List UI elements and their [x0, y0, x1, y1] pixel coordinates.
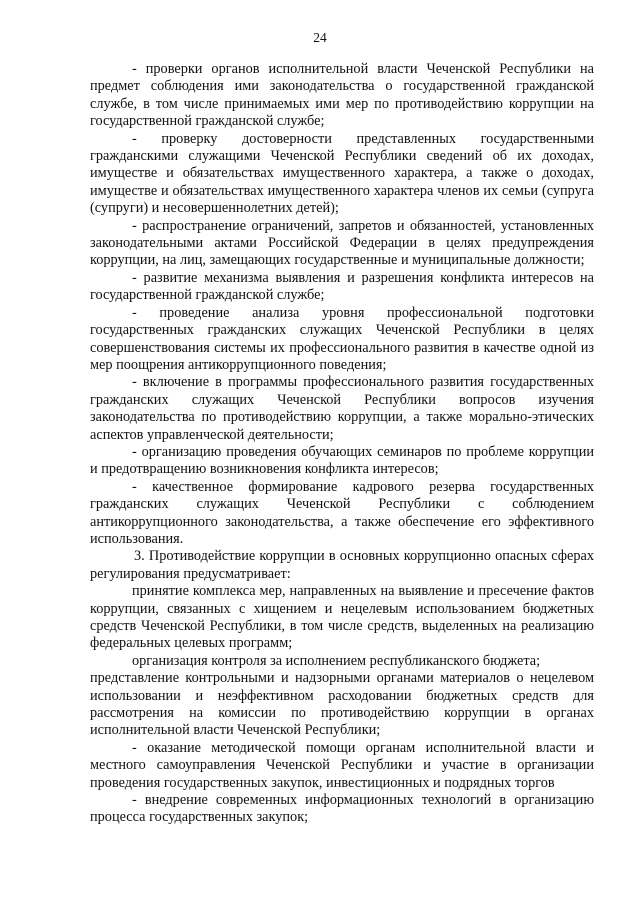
paragraph-programs: - включение в программы профессионального развития государственных гражданских служащих Чеченской Республики вопросов изучения законодательства по противодействию коррупции, а также морально-этических аспектов управленческой деятельности; [90, 374, 594, 443]
paragraph-oversight-materials: представление контрольными и надзорными органами материалов о нецелевом использовании и неэффективном расходовании бюджетных средств для рассмотрения на комиссии по противодействию коррупции в органах исполнительной власти Чеченской Республики; [90, 670, 594, 739]
paragraph-methodical-help: - оказание методической помощи органам исполнительной власти и местного самоуправления Чеченской Республики и участие в организации проведения государственных закупок, инвестиционных и подрядных торгов [90, 739, 594, 791]
paragraph-personnel-reserve: - качественное формирование кадрового резерва государственных гражданских служащих Чеченской Республики с соблюдением антикоррупционного законодательства, а также обеспечение его эффективного использования. [90, 478, 594, 547]
paragraph-inspections: - проверки органов исполнительной власти Чеченской Республики на предмет соблюдения ими законодательства о государственной гражданской службе, в том числе принимаемых ими мер по противодействию коррупции на государственной гражданской службе; [90, 61, 594, 130]
page-number: 24 [313, 30, 327, 45]
paragraph-section-3: 3. Противодействие коррупции в основных коррупционно опасных сферах регулирования предусматривает: [90, 548, 594, 582]
document-body [90, 61, 594, 827]
paragraph-seminars: - организацию проведения обучающих семинаров по проблеме коррупции и предотвращению возникновения конфликта интересов; [90, 443, 594, 478]
paragraph-it-procurement: - внедрение современных информационных технологий в организацию процесса государственных закупок; [90, 792, 594, 826]
paragraph-income-verification: - проверку достоверности представленных государственными гражданскими служащими Чеченской Республики сведений об их доходах, имуществе и обязательствах имущественного характера, а также о доходах, имуществе и обязательствах имущественного характера членов их семьи (супруга (супруги) и несовершеннолетних детей); [90, 130, 594, 217]
paragraph-training-analysis: - проведение анализа уровня профессиональной подготовки государственных гражданских служащих Чеченской Республики в целях совершенствования системы их профессионального развития в качестве одной из мер поощрения антикоррупционного поведения; [90, 304, 594, 373]
paragraph-conflict-of-interest: - развитие механизма выявления и разрешения конфликта интересов на государственной гражданской службе; [90, 269, 594, 304]
paragraph-budget-control: организация контроля за исполнением республиканского бюджета; [132, 652, 541, 669]
paragraph-budget-measures: принятие комплекса мер, направленных на выявление и пресечение фактов коррупции, связанных с хищением и нецелевым использованием бюджетных средств Чеченской Республики, в том числе средств, выделенных на реализацию федеральных целевых программ; [90, 583, 594, 652]
paragraph-restrictions: - распространение ограничений, запретов и обязанностей, установленных законодательными актами Российской Федерации в целях предупреждения коррупции, на лиц, замещающих государственные и муниципальные должности; [90, 217, 594, 269]
